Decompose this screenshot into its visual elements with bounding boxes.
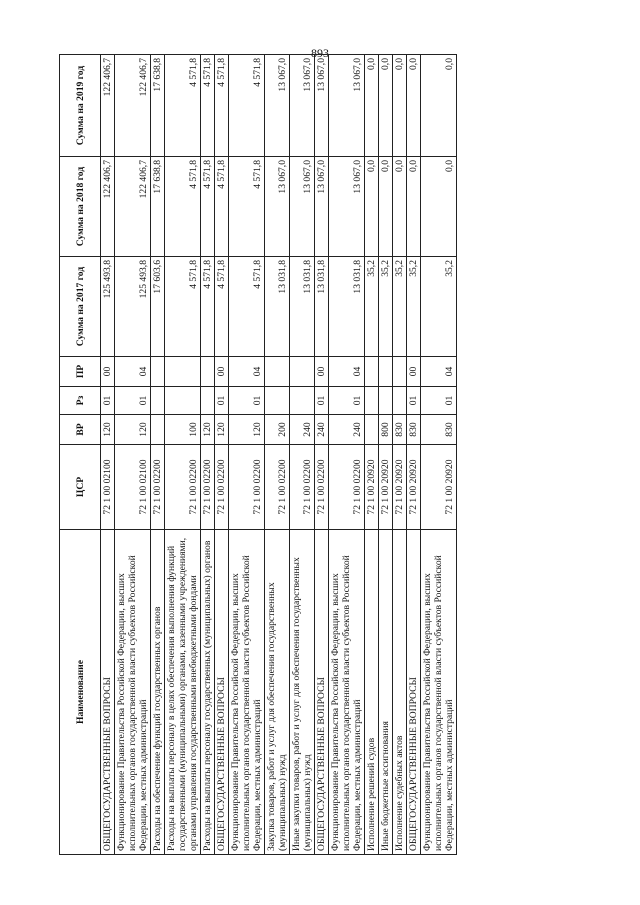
cell-sum-2019: 122 406,7	[115, 55, 151, 157]
cell-pr: 00	[407, 357, 421, 387]
cell-vr	[151, 415, 165, 445]
cell-sum-2019: 0,0	[379, 55, 393, 157]
cell-sum-2019: 0,0	[421, 55, 457, 157]
header-pr: ПР	[60, 357, 101, 387]
header-sum-2018: Сумма на 2018 год	[60, 157, 101, 257]
cell-pr	[290, 357, 315, 387]
cell-vr: 200	[265, 415, 290, 445]
cell-csr: 72 1 00 20920	[407, 445, 421, 530]
cell-rz	[393, 387, 407, 415]
cell-sum-2018: 0,0	[393, 157, 407, 257]
cell-csr: 72 1 00 20920	[393, 445, 407, 530]
cell-rz	[290, 387, 315, 415]
cell-sum-2017: 17 603,6	[151, 257, 165, 357]
cell-rz	[151, 387, 165, 415]
table-row	[165, 55, 201, 855]
cell-csr: 72 1 00 02100	[115, 445, 151, 530]
cell-rz	[201, 387, 215, 415]
cell-sum-2017: 13 031,8	[265, 257, 290, 357]
table-row	[215, 55, 229, 855]
cell-rz: 01	[215, 387, 229, 415]
cell-pr: 04	[229, 357, 265, 387]
cell-name: ОБЩЕГОСУДАРСТВЕННЫЕ ВОПРОСЫ	[315, 530, 329, 855]
cell-name: ОБЩЕГОСУДАРСТВЕННЫЕ ВОПРОСЫ	[215, 530, 229, 855]
cell-vr: 240	[315, 415, 329, 445]
cell-vr: 830	[421, 415, 457, 445]
cell-name: Закупка товаров, работ и услуг для обеспечения государственных (муниципальных) нужд	[265, 530, 290, 855]
cell-rz	[165, 387, 201, 415]
cell-name: ОБЩЕГОСУДАРСТВЕННЫЕ ВОПРОСЫ	[407, 530, 421, 855]
cell-name: Расходы на обеспечение функций государственных органов	[151, 530, 165, 855]
cell-sum-2017: 125 493,8	[101, 257, 115, 357]
table-row	[379, 55, 393, 855]
cell-name: Расходы на выплаты персоналу государственных (муниципальных) органов	[201, 530, 215, 855]
cell-sum-2018: 0,0	[407, 157, 421, 257]
cell-name: Функционирование Правительства Российской Федерации, высших исполнительных органов государственной власти субъектов Российской Федерации, местных администраций	[421, 530, 457, 855]
cell-name: Иные закупки товаров, работ и услуг для обеспечения государственных (муниципальных) нужд	[290, 530, 315, 855]
cell-name: ОБЩЕГОСУДАРСТВЕННЫЕ ВОПРОСЫ	[101, 530, 115, 855]
cell-sum-2017: 13 031,8	[290, 257, 315, 357]
cell-csr: 72 1 00 02200	[215, 445, 229, 530]
cell-name: Функционирование Правительства Российской Федерации, высших исполнительных органов государственной власти субъектов Российской Федерации, местных администраций	[115, 530, 151, 855]
cell-sum-2018: 13 067,0	[290, 157, 315, 257]
cell-vr	[365, 415, 379, 445]
budget-table	[59, 54, 457, 855]
table-row	[393, 55, 407, 855]
table-row	[407, 55, 421, 855]
cell-sum-2017: 4 571,8	[165, 257, 201, 357]
cell-sum-2018: 0,0	[365, 157, 379, 257]
cell-csr: 72 1 00 20920	[421, 445, 457, 530]
cell-sum-2018: 122 406,7	[101, 157, 115, 257]
cell-sum-2018: 13 067,0	[329, 157, 365, 257]
cell-csr: 72 1 00 20920	[365, 445, 379, 530]
cell-sum-2018: 4 571,8	[229, 157, 265, 257]
cell-sum-2018: 4 571,8	[215, 157, 229, 257]
table-row	[290, 55, 315, 855]
cell-sum-2018: 13 067,0	[265, 157, 290, 257]
cell-sum-2018: 17 638,8	[151, 157, 165, 257]
table-row	[101, 55, 115, 855]
cell-csr: 72 1 00 02200	[165, 445, 201, 530]
cell-pr	[265, 357, 290, 387]
cell-name: Исполнение решений судов	[365, 530, 379, 855]
table-row	[365, 55, 379, 855]
cell-sum-2017: 35,2	[365, 257, 379, 357]
cell-sum-2017: 4 571,8	[215, 257, 229, 357]
cell-sum-2017: 4 571,8	[229, 257, 265, 357]
cell-sum-2017: 35,2	[379, 257, 393, 357]
cell-sum-2017: 35,2	[421, 257, 457, 357]
cell-csr: 72 1 00 02200	[151, 445, 165, 530]
cell-sum-2019: 0,0	[365, 55, 379, 157]
cell-pr: 00	[215, 357, 229, 387]
cell-rz: 01	[101, 387, 115, 415]
cell-sum-2017: 125 493,8	[115, 257, 151, 357]
page-number: 893	[311, 46, 329, 60]
table-row	[421, 55, 457, 855]
cell-name: Расходы на выплаты персоналу в целях обеспечения выполнения функций государственными (муниципальными) органами, казенными учреждениями, органами управления государственными внебюджетными фондами	[165, 530, 201, 855]
table-row	[151, 55, 165, 855]
cell-sum-2018: 0,0	[421, 157, 457, 257]
cell-sum-2017: 35,2	[407, 257, 421, 357]
cell-vr: 120	[115, 415, 151, 445]
cell-sum-2018: 4 571,8	[165, 157, 201, 257]
cell-sum-2019: 122 406,7	[101, 55, 115, 157]
rotated-table-container	[59, 55, 609, 855]
cell-pr	[151, 357, 165, 387]
cell-vr: 830	[407, 415, 421, 445]
cell-pr: 00	[101, 357, 115, 387]
cell-sum-2017: 13 031,8	[315, 257, 329, 357]
table-header-row	[60, 55, 101, 855]
header-name: Наименование	[60, 530, 101, 855]
header-sum-2017: Сумма на 2017 год	[60, 257, 101, 357]
cell-sum-2017: 4 571,8	[201, 257, 215, 357]
cell-sum-2019: 0,0	[393, 55, 407, 157]
table-row	[115, 55, 151, 855]
table-body	[101, 55, 457, 855]
cell-rz	[365, 387, 379, 415]
cell-csr: 72 1 00 20920	[379, 445, 393, 530]
cell-vr: 830	[393, 415, 407, 445]
cell-sum-2019: 4 571,8	[165, 55, 201, 157]
cell-pr: 00	[315, 357, 329, 387]
cell-sum-2019: 13 067,0	[329, 55, 365, 157]
cell-sum-2019: 4 571,8	[201, 55, 215, 157]
cell-rz: 01	[115, 387, 151, 415]
cell-name: Исполнение судебных актов	[393, 530, 407, 855]
cell-csr: 72 1 00 02200	[265, 445, 290, 530]
header-rz: Рз	[60, 387, 101, 415]
cell-sum-2019: 13 067,0	[290, 55, 315, 157]
cell-sum-2019: 13 067,0	[265, 55, 290, 157]
cell-sum-2019: 0,0	[407, 55, 421, 157]
cell-vr: 120	[101, 415, 115, 445]
cell-vr: 120	[201, 415, 215, 445]
cell-vr: 240	[290, 415, 315, 445]
table-row	[229, 55, 265, 855]
cell-pr	[365, 357, 379, 387]
cell-rz: 01	[229, 387, 265, 415]
cell-vr: 240	[329, 415, 365, 445]
header-sum-2019: Сумма на 2019 год	[60, 55, 101, 157]
cell-vr: 120	[229, 415, 265, 445]
cell-pr	[379, 357, 393, 387]
cell-rz: 01	[329, 387, 365, 415]
cell-sum-2018: 13 067,0	[315, 157, 329, 257]
cell-sum-2018: 122 406,7	[115, 157, 151, 257]
cell-csr: 72 1 00 02200	[290, 445, 315, 530]
cell-sum-2018: 4 571,8	[201, 157, 215, 257]
cell-vr: 100	[165, 415, 201, 445]
cell-rz	[379, 387, 393, 415]
cell-pr	[201, 357, 215, 387]
table-row	[265, 55, 290, 855]
cell-sum-2019: 13 067,0	[315, 55, 329, 157]
cell-sum-2019: 4 571,8	[215, 55, 229, 157]
cell-sum-2019: 4 571,8	[229, 55, 265, 157]
cell-name: Функционирование Правительства Российской Федерации, высших исполнительных органов государственной власти субъектов Российской Федерации, местных администраций	[329, 530, 365, 855]
header-vr: ВР	[60, 415, 101, 445]
cell-pr: 04	[421, 357, 457, 387]
cell-sum-2019: 17 638,8	[151, 55, 165, 157]
table-row	[315, 55, 329, 855]
cell-vr: 800	[379, 415, 393, 445]
cell-pr: 04	[115, 357, 151, 387]
cell-rz: 01	[407, 387, 421, 415]
cell-csr: 72 1 00 02200	[315, 445, 329, 530]
cell-rz: 01	[315, 387, 329, 415]
cell-rz	[265, 387, 290, 415]
cell-csr: 72 1 00 02100	[101, 445, 115, 530]
cell-csr: 72 1 00 02200	[329, 445, 365, 530]
cell-pr	[393, 357, 407, 387]
cell-sum-2018: 0,0	[379, 157, 393, 257]
cell-sum-2017: 35,2	[393, 257, 407, 357]
header-csr: ЦСР	[60, 445, 101, 530]
cell-pr: 04	[329, 357, 365, 387]
cell-csr: 72 1 00 02200	[201, 445, 215, 530]
table-row	[329, 55, 365, 855]
cell-pr	[165, 357, 201, 387]
table-row	[201, 55, 215, 855]
cell-name: Функционирование Правительства Российской Федерации, высших исполнительных органов государственной власти субъектов Российской Федерации, местных администраций	[229, 530, 265, 855]
cell-name: Иные бюджетные ассигнования	[379, 530, 393, 855]
cell-sum-2017: 13 031,8	[329, 257, 365, 357]
cell-csr: 72 1 00 02200	[229, 445, 265, 530]
cell-vr: 120	[215, 415, 229, 445]
cell-rz: 01	[421, 387, 457, 415]
